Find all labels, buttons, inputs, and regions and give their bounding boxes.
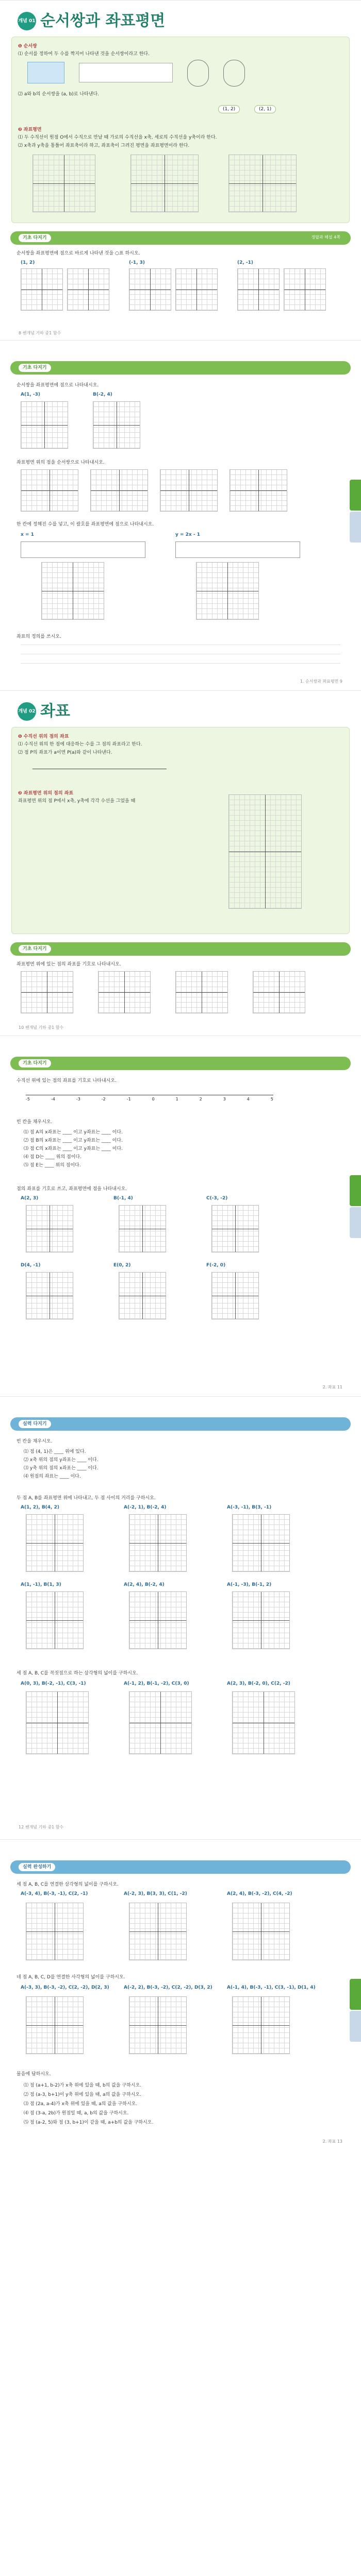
answer-grid — [41, 562, 104, 620]
question-head: 빈 칸을 채우시오. — [17, 1439, 53, 1444]
number-line — [32, 761, 167, 769]
answer-grid — [90, 469, 148, 512]
question-label: A(2, 3) — [21, 1196, 39, 1201]
question-label: (-1, 3) — [129, 260, 145, 265]
question-label: A(-3, -1), B(3, -1) — [227, 1505, 272, 1510]
coordinate-plane — [130, 155, 199, 212]
side-tab — [350, 1979, 361, 2010]
question-line: ⑵ 점 (a-3, b+1)이 y축 위에 있을 때, a의 값을 구하시오. — [24, 2092, 141, 2097]
bar-tag: 실력 완성하기 — [19, 1863, 55, 1871]
answer-grid — [26, 1691, 89, 1754]
example-pill: (2, 1) — [254, 105, 276, 113]
question-line: ⑸ 점 (a-2, 5)와 점 (3, b+1)이 같을 때, a+b의 값을 구하시오. — [24, 2120, 154, 2125]
concept-text: ⑴ 수직선 위의 한 점에 대응하는 수를 그 점의 좌표라고 한다. — [18, 742, 142, 747]
answer-grid — [21, 268, 63, 311]
question-label: A(-2, 3), B(3, 3), C(1, -2) — [124, 1891, 187, 1896]
page-title: 좌표 — [40, 702, 70, 720]
question-head: 순서쌍을 좌표평면에 점으로 나타내시오. — [17, 383, 99, 388]
answer-grid — [232, 1591, 290, 1649]
question-label: A(0, 3), B(-2, -1), C(3, -1) — [21, 1681, 86, 1686]
question-line: ⑴ 점 A의 x좌표는 ____ 이고 y좌표는 ____ 이다. — [24, 1130, 123, 1135]
concept-text: ⑵ a와 b의 순서쌍을 (a, b)로 나타낸다. — [18, 92, 99, 97]
answer-grid — [26, 1996, 84, 2054]
answer-grid — [21, 469, 78, 512]
answer-grid — [129, 1996, 187, 2054]
question-label: A(-2, 2), B(-3, -2), C(2, -2), D(3, 2) — [124, 1985, 212, 1990]
answer-grid — [93, 401, 140, 449]
unit-badge: 개념 02 — [18, 702, 36, 721]
answer-grid — [26, 1903, 84, 1960]
question-label: A(-3, 3), B(-3, -2), C(2, -2), D(2, 3) — [21, 1985, 109, 1990]
answer-grid — [211, 1272, 259, 1319]
answer-grid — [253, 971, 305, 1013]
question-line: ⑵ x축 위의 점의 y좌표는 ____ 이다. — [24, 1458, 99, 1463]
concept-box — [11, 37, 350, 223]
concept-text: 좌표평면 위의 점 P에서 x축, y축에 각각 수선을 그었을 때 — [18, 799, 136, 804]
question-line: ⑷ 점 (3-a, 2b)가 원점일 때, a, b의 값을 구하시오. — [24, 2111, 129, 2116]
answer-grid — [26, 1272, 73, 1319]
section-heading: ❷ 좌표평면 — [18, 127, 42, 132]
question-head: 물음에 답하시오. — [17, 2072, 51, 2077]
question-line: ⑸ 점 E는 ____ 위의 점이다. — [24, 1163, 81, 1168]
question-head: 순서쌍을 좌표평면에 점으로 바르게 나타낸 것을 ○표 하시오. — [17, 251, 140, 256]
question-label: A(2, 4), B(-2, 4) — [124, 1582, 165, 1587]
question-label: D(4, -1) — [21, 1263, 41, 1268]
question-line: ⑶ 점 (2a, a-4)가 x축 위에 있을 때, a의 값을 구하시오. — [24, 2102, 138, 2107]
answer-grid — [119, 1272, 166, 1319]
answer-grid — [21, 401, 68, 449]
page-footer: 12 쎈개념 기하 중1 함수 — [19, 1825, 64, 1829]
question-label: A(-1, -3), B(-1, 2) — [227, 1582, 272, 1587]
answer-grid — [284, 268, 326, 311]
side-tab — [350, 1207, 361, 1238]
question-label: A(-2, 1), B(-2, 4) — [124, 1505, 167, 1510]
question-line: ⑶ y축 위의 점의 x좌표는 ____ 이다. — [24, 1466, 99, 1471]
question-head: 세 점 A, B, C를 꼭짓점으로 하는 삼각형의 넓이를 구하시오. — [17, 1671, 138, 1676]
question-head: 세 점 A, B, C를 연결한 삼각형의 넓이를 구하시오. — [17, 1882, 119, 1887]
answer-grid — [175, 268, 218, 311]
question-label: A(2, 4), B(-3, -2), C(4, -2) — [227, 1891, 292, 1896]
bar-tag: 기초 다지기 — [19, 364, 51, 372]
answer-grid — [160, 469, 218, 512]
answer-grid — [129, 1514, 187, 1572]
bar-note: 정답과 해설 4쪽 — [311, 235, 340, 240]
side-tab — [350, 1175, 361, 1206]
section-bar — [10, 361, 351, 375]
question-head: 빈 칸을 채우시오. — [17, 1120, 53, 1125]
concept-text: ⑵ 점 P의 좌표가 a이면 P(a)와 같이 나타낸다. — [18, 750, 112, 755]
section-heading: ❷ 좌표평면 위의 점의 좌표 — [18, 791, 74, 796]
answer-grid — [196, 562, 259, 620]
answer-grid — [175, 971, 228, 1013]
bar-tag: 기초 다지기 — [19, 945, 51, 953]
question-line: ⑷ 원점의 좌표는 ____ 이다. — [24, 1474, 81, 1479]
answer-grid — [98, 971, 151, 1013]
page-footer: 8 쎈개념 기하 중1 함수 — [19, 331, 61, 335]
question-head: 수직선 위에 있는 점의 좌표를 기호로 나타내시오. — [17, 1078, 117, 1083]
question-label: B(-1, 4) — [113, 1196, 133, 1201]
section-bar — [10, 1057, 351, 1070]
page-3 — [0, 690, 361, 1036]
answer-grid — [237, 268, 280, 311]
question-label: A(1, -1), B(1, 3) — [21, 1582, 61, 1587]
bar-tag: 기초 다지기 — [19, 234, 51, 242]
mapping-figure — [187, 60, 249, 86]
side-tab — [350, 480, 361, 511]
section-bar — [10, 942, 351, 956]
number-line-ticks: -5 -4 -3 -2 -1 0 1 2 3 4 5 — [26, 1097, 273, 1101]
answer-grid — [211, 1205, 259, 1252]
question-head: 점의 좌표를 기호로 쓰고, 좌표평면에 점을 나타내시오. — [17, 1187, 127, 1192]
question-label: A(-1, 2), B(-1, -2), C(3, 0) — [124, 1681, 189, 1686]
number-line — [26, 1088, 273, 1095]
coordinate-plane — [228, 794, 302, 909]
question-label: x = 1 — [21, 532, 34, 537]
question-label: A(2, 3), B(-2, 0), C(2, -2) — [227, 1681, 290, 1686]
answer-grid — [232, 1691, 295, 1754]
bar-tag: 실력 다지기 — [19, 1420, 51, 1428]
question-label: C(-3, -2) — [206, 1196, 228, 1201]
question-head: 좌표평면 위에 있는 점의 좌표를 기호로 나타내시오. — [17, 962, 121, 967]
question-line: ⑴ 점 (4, 1)은 ____ 위에 있다. — [24, 1449, 86, 1454]
coordinate-plane — [32, 155, 95, 212]
question-label: A(1, -3) — [21, 392, 41, 397]
question-head: 두 점 A, B를 좌표평면 위에 나타내고, 두 점 사이의 거리를 구하시오. — [17, 1496, 156, 1501]
page-footer: 2. 좌표 13 — [322, 2139, 342, 2144]
number-table — [79, 63, 173, 82]
answer-grid — [129, 1903, 187, 1960]
answer-grid — [26, 1205, 73, 1252]
unit-badge: 개념 01 — [18, 12, 36, 30]
side-tab — [350, 2011, 361, 2042]
question-label: (1, 2) — [21, 260, 35, 265]
example-pill: (1, 2) — [218, 105, 240, 113]
question-head: 네 점 A, B, C, D를 연결한 사각형의 넓이를 구하시오. — [17, 1975, 125, 1980]
section-bar — [10, 1860, 351, 1874]
section-bar — [10, 1417, 351, 1431]
question-line: ⑶ 점 C의 x좌표는 ____ 이고 y좌표는 ____ 이다. — [24, 1146, 123, 1151]
question-label: y = 2x - 1 — [175, 532, 201, 537]
answer-grid — [129, 1591, 187, 1649]
coordinate-plane — [228, 155, 297, 212]
question-label: A(-3, 4), B(-3, -1), C(2, -1) — [21, 1891, 88, 1896]
answer-grid — [119, 1205, 166, 1252]
value-table — [21, 541, 145, 558]
question-head: 좌표의 정의를 쓰시오. — [17, 634, 61, 639]
section-heading: ❶ 순서쌍 — [18, 44, 37, 49]
question-label: A(-1, 4), B(-3, -1), C(3, -1), D(1, 4) — [227, 1985, 316, 1990]
page-6 — [0, 1839, 361, 2576]
side-tab — [350, 512, 361, 543]
section-bar — [10, 231, 351, 245]
page-footer: 1. 순서쌍과 좌표평면 9 — [300, 679, 342, 684]
answer-grid — [232, 1514, 290, 1572]
answer-grid — [67, 268, 109, 311]
answer-grid — [26, 1514, 84, 1572]
page-5 — [0, 1396, 361, 1840]
question-label: B(-2, 4) — [93, 392, 112, 397]
answer-grid — [21, 971, 73, 1013]
concept-box — [11, 727, 350, 934]
answer-grid — [232, 1903, 290, 1960]
page-footer: 10 쎈개념 기하 중1 함수 — [19, 1025, 64, 1030]
answer-grid — [129, 268, 171, 311]
answer-grid — [232, 1996, 290, 2054]
ordered-pair-figure — [27, 62, 64, 83]
page-4 — [0, 1036, 361, 1397]
value-table — [175, 541, 300, 558]
answer-grid — [26, 1591, 84, 1649]
question-label: (2, -1) — [237, 260, 254, 265]
page-1 — [0, 0, 361, 341]
concept-text: ⑴ 순서를 정하여 두 수를 짝지어 나타낸 것을 순서쌍이라고 한다. — [18, 52, 150, 57]
page-title: 순서쌍과 좌표평면 — [40, 12, 166, 30]
question-label: E(0, 2) — [113, 1263, 131, 1268]
question-head: 좌표평면 위의 점을 순서쌍으로 나타내시오. — [17, 460, 105, 465]
answer-grid — [129, 1691, 192, 1754]
question-line: ⑷ 점 D는 ____ 위의 점이다. — [24, 1155, 81, 1160]
concept-text: ⑵ x축과 y축을 통틀어 좌표축이라 하고, 좌표축이 그려진 평면을 좌표평면이라 한다. — [18, 143, 190, 148]
page-2 — [0, 340, 361, 691]
question-label: F(-2, 0) — [206, 1263, 226, 1268]
question-line: ⑴ 점 (a+1, b-2)가 x축 위에 있을 때, b의 값을 구하시오. — [24, 2083, 142, 2088]
page-footer: 2. 좌표 11 — [322, 1385, 342, 1389]
section-heading: ❶ 수직선 위의 점의 좌표 — [18, 734, 69, 739]
question-head: 한 칸에 정해진 수를 넣고, 이 괄호를 좌표평면에 점으로 나타내시오. — [17, 522, 154, 527]
answer-grid — [229, 469, 287, 512]
question-line: ⑵ 점 B의 x좌표는 ____ 이고 y좌표는 ____ 이다. — [24, 1138, 123, 1143]
question-label: A(1, 2), B(4, 2) — [21, 1505, 59, 1510]
bar-tag: 기초 다지기 — [19, 1059, 51, 1067]
concept-text: ⑴ 두 수직선이 원점 O에서 수직으로 만날 때 가로의 수직선을 x축, 세로의 수직선을 y축이라 한다. — [18, 135, 217, 140]
